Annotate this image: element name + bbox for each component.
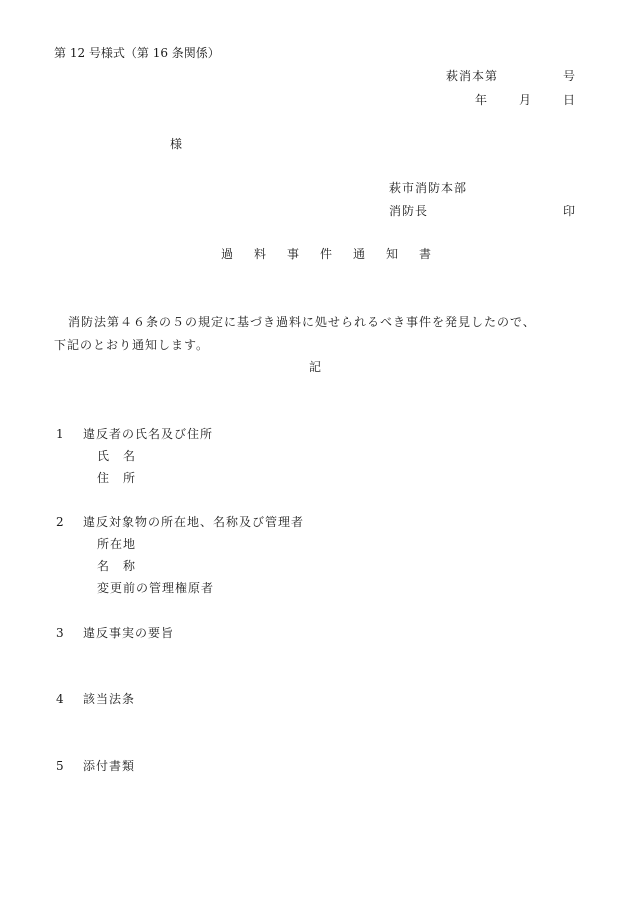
- item-heading: 違反対象物の所在地、名称及び管理者: [83, 515, 305, 529]
- item-number: 2: [56, 515, 64, 529]
- item-field-label: 変更前の管理権原者: [97, 581, 215, 595]
- sender-seal-mark: 印: [563, 204, 576, 218]
- document-title: 過料事件通知書: [221, 247, 453, 261]
- item-number: 5: [56, 759, 64, 773]
- item-heading: 添付書類: [83, 759, 136, 773]
- item-number: 4: [56, 692, 64, 706]
- item-field-label: 名 称: [97, 559, 137, 573]
- item-heading: 違反事実の要旨: [83, 626, 175, 640]
- addressee-honorific: 様: [170, 137, 183, 151]
- form-label: 第 12 号様式（第 16 条関係）: [54, 46, 220, 60]
- item-field-label: 氏 名: [97, 449, 137, 463]
- item-heading: 違反者の氏名及び住所: [83, 427, 214, 441]
- item-field-label: 所在地: [97, 537, 137, 551]
- document-number-suffix: 号: [563, 69, 576, 83]
- ki-label: 記: [309, 360, 322, 374]
- date-year: 年: [475, 93, 488, 107]
- item-number: 1: [56, 427, 64, 441]
- body-line-2: 下記のとおり通知します。: [54, 338, 210, 352]
- body-line-1: 消防法第４６条の５の規定に基づき過料に処せられるべき事件を発見したので、: [68, 315, 536, 329]
- item-heading: 該当法条: [83, 692, 136, 706]
- document-number-prefix: 萩消本第: [446, 69, 499, 83]
- date-day: 日: [563, 93, 576, 107]
- sender-organization: 萩市消防本部: [389, 181, 468, 195]
- item-number: 3: [56, 626, 64, 640]
- item-field-label: 住 所: [97, 471, 137, 485]
- date-month: 月: [519, 93, 532, 107]
- sender-title: 消防長: [389, 204, 429, 218]
